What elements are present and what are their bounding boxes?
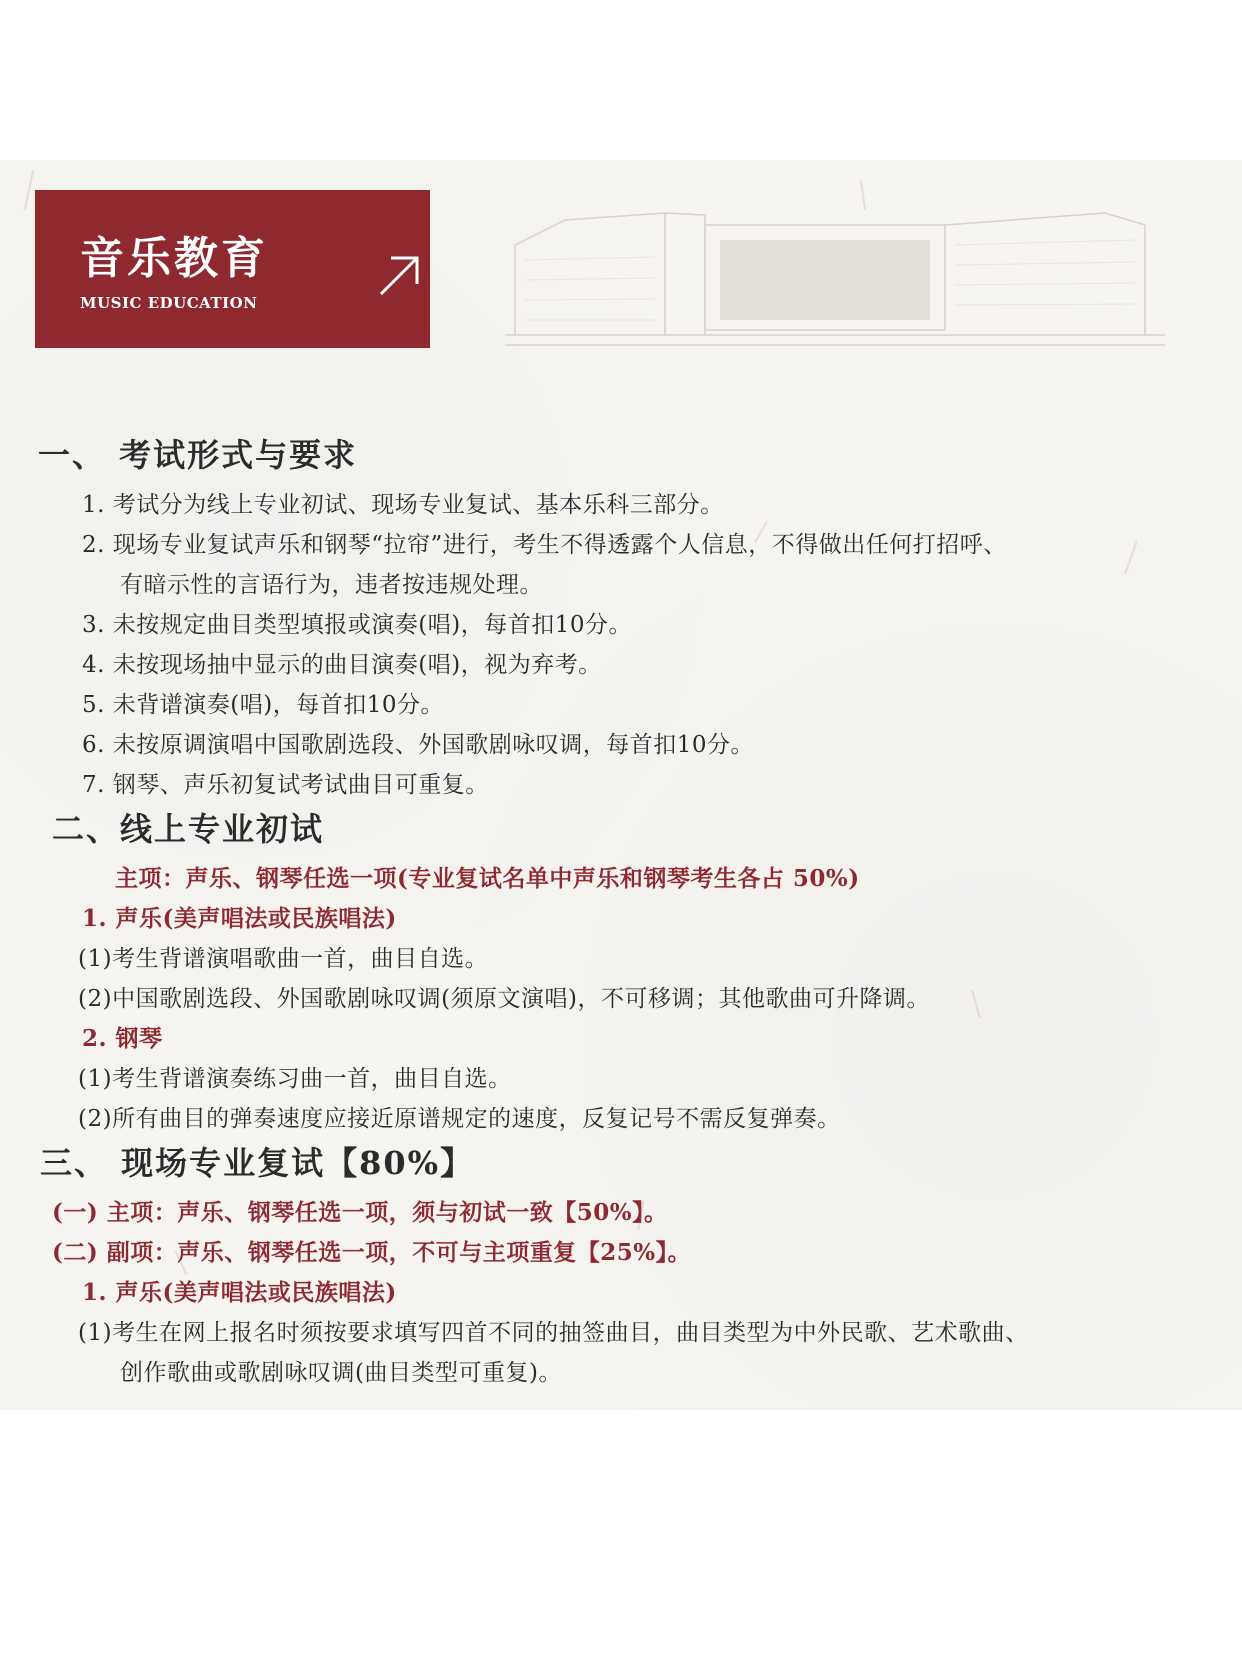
list-item: 2. 现场专业复试声乐和钢琴“拉帘”进行，考生不得透露个人信息，不得做出任何打招呼、 — [82, 532, 1007, 558]
list-item: (2)所有曲目的弹奏速度应接近原谱规定的速度，反复记号不需反复弹奏。 — [78, 1106, 841, 1132]
piano-title: 2. 钢琴 — [82, 1025, 163, 1052]
list-item: (1)考生背谱演唱歌曲一首，曲目自选。 — [78, 946, 489, 972]
list-item: 4. 未按现场抽中显示的曲目演奏(唱)，视为弃考。 — [82, 652, 602, 678]
list-item: (1)考生背谱演奏练习曲一首，曲目自选。 — [78, 1066, 512, 1092]
list-item: 7. 钢琴、声乐初复试考试曲目可重复。 — [82, 772, 489, 798]
secondary-item-note: (二) 副项：声乐、钢琴任选一项，不可与主项重复【25%】。 — [52, 1239, 692, 1266]
building-illustration — [505, 185, 1165, 355]
arrow-up-right-icon — [375, 252, 423, 300]
list-item: 5. 未背谱演奏(唱)，每首扣10分。 — [82, 692, 444, 718]
banner-title: 音乐教育 — [80, 233, 268, 284]
main-item-note: 主项：声乐、钢琴任选一项(专业复试名单中声乐和钢琴考生各占 50%) — [115, 865, 860, 892]
section-heading-exam-format: 一、 考试形式与要求 — [38, 436, 358, 474]
list-item: (1)考生在网上报名时须按要求填写四首不同的抽签曲目，曲目类型为中外民歌、艺术歌曲、 — [78, 1320, 1029, 1346]
section-heading-online-prelim: 二、线上专业初试 — [52, 810, 325, 848]
banner-subtitle: MUSIC EDUCATION — [80, 294, 258, 312]
section-heading-onsite-retest: 三、 现场专业复试【80%】 — [40, 1144, 475, 1182]
vocal-title: 1. 声乐(美声唱法或民族唱法) — [82, 1279, 397, 1306]
section-banner — [35, 190, 430, 348]
list-item: 有暗示性的言语行为，违者按违规处理。 — [120, 572, 543, 598]
list-item: 1. 考试分为线上专业初试、现场专业复试、基本乐科三部分。 — [82, 492, 724, 518]
list-item: 3. 未按规定曲目类型填报或演奏(唱)，每首扣10分。 — [82, 612, 632, 638]
vocal-title: 1. 声乐(美声唱法或民族唱法) — [82, 905, 397, 932]
list-item: (2)中国歌剧选段、外国歌剧咏叹调(须原文演唱)，不可移调；其他歌曲可升降调。 — [78, 986, 931, 1012]
main-item-note: (一) 主项：声乐、钢琴任选一项，须与初试一致【50%】。 — [52, 1199, 668, 1226]
list-item: 6. 未按原调演唱中国歌剧选段、外国歌剧咏叹调，每首扣10分。 — [82, 732, 755, 758]
list-item: 创作歌曲或歌剧咏叹调(曲目类型可重复)。 — [120, 1360, 562, 1386]
